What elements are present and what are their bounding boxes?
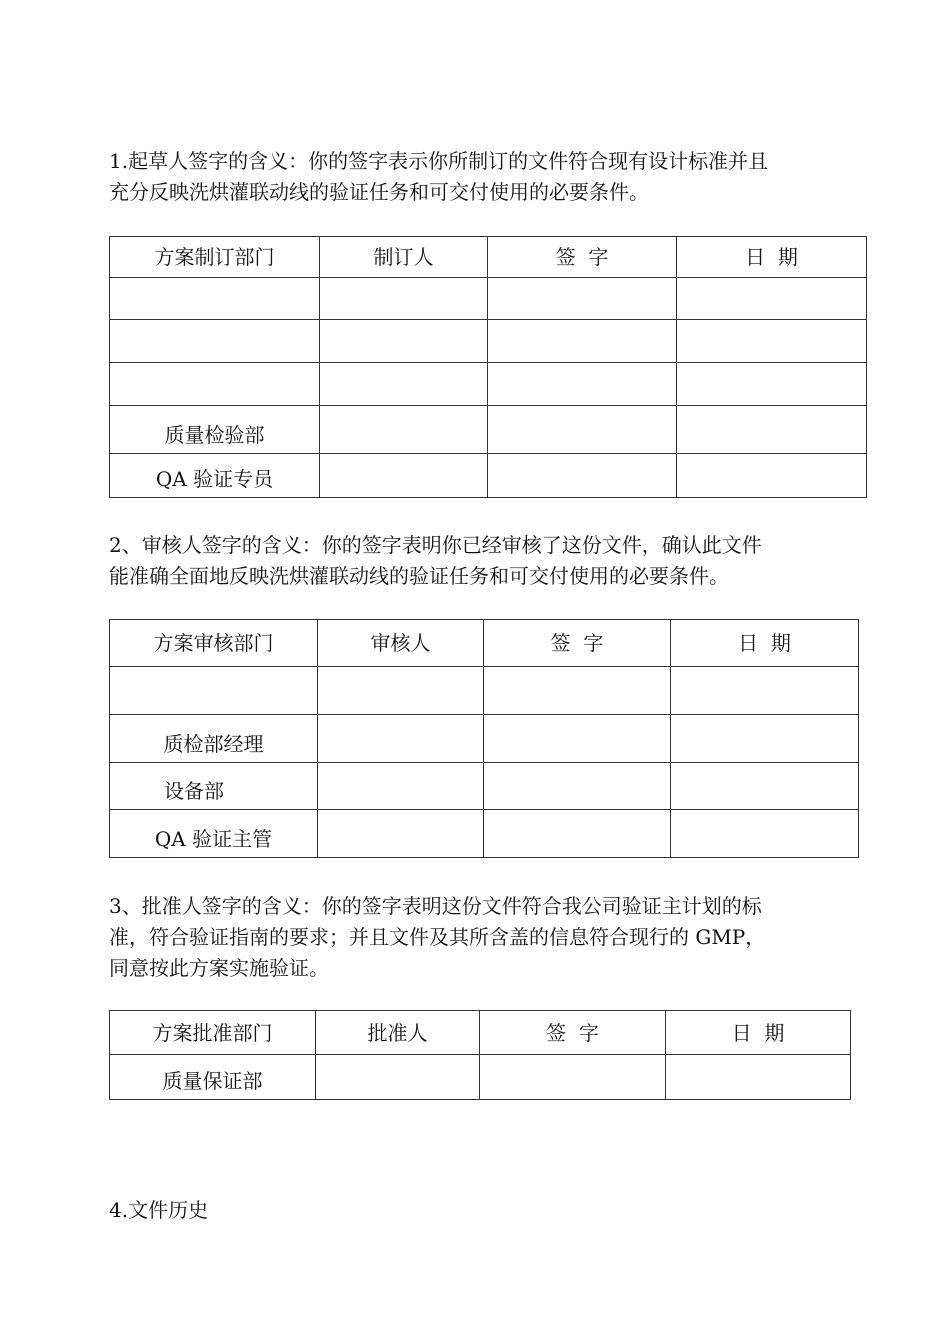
table-header-row — [110, 1011, 851, 1055]
header-date: 日 期 — [666, 1011, 851, 1055]
header-department: 方案批准部门 — [110, 1011, 316, 1055]
signature-cell[interactable] — [484, 810, 671, 858]
department-cell — [110, 1055, 316, 1100]
signature-cell[interactable] — [484, 667, 671, 715]
header-signature: 签 字 — [480, 1011, 666, 1055]
department-cell[interactable] — [110, 278, 320, 320]
signature-cell[interactable] — [488, 406, 677, 454]
date-cell[interactable] — [671, 763, 859, 810]
document-history-heading: 4.文件历史 — [109, 1198, 209, 1222]
person-cell[interactable] — [318, 763, 484, 810]
department-label: QA 验证专员 — [155, 467, 274, 491]
drafter-signature-table — [109, 236, 867, 498]
table-row — [110, 363, 867, 406]
reviewer-signature-meaning — [109, 530, 762, 592]
date-cell[interactable] — [677, 320, 867, 363]
header-person: 批准人 — [316, 1011, 480, 1055]
header-person: 制订人 — [320, 237, 488, 278]
department-label: 质检部经理 — [163, 732, 264, 756]
department-label: QA 验证主管 — [154, 827, 273, 851]
date-cell[interactable] — [671, 715, 859, 763]
person-cell[interactable] — [320, 320, 488, 363]
date-cell[interactable] — [666, 1055, 851, 1100]
person-cell[interactable] — [320, 454, 488, 498]
department-cell[interactable] — [110, 320, 320, 363]
approver-signature-table — [109, 1010, 851, 1100]
paragraph-line: 同意按此方案实施验证。 — [109, 956, 329, 980]
department-cell — [110, 763, 318, 810]
paragraph-line: 3、批准人签字的含义：你的签字表明这份文件符合我公司验证主计划的标 — [109, 894, 762, 918]
header-signature: 签 字 — [488, 237, 677, 278]
paragraph-line: 能准确全面地反映洗烘灌联动线的验证任务和可交付使用的必要条件。 — [109, 564, 729, 588]
header-person: 审核人 — [318, 620, 484, 667]
date-cell[interactable] — [677, 278, 867, 320]
date-cell[interactable] — [671, 667, 859, 715]
department-label: 质量检验部 — [164, 423, 265, 447]
person-cell[interactable] — [318, 810, 484, 858]
date-cell[interactable] — [677, 406, 867, 454]
signature-cell[interactable] — [484, 715, 671, 763]
header-department: 方案审核部门 — [110, 620, 318, 667]
date-cell[interactable] — [677, 363, 867, 406]
table-row — [110, 1055, 851, 1100]
department-cell[interactable] — [110, 363, 320, 406]
paragraph-line: 2、审核人签字的含义：你的签字表明你已经审核了这份文件，确认此文件 — [109, 533, 762, 557]
paragraph-line: 1.起草人签字的含义：你的签字表示你所制订的文件符合现有设计标准并且 — [109, 149, 769, 173]
header-date: 日 期 — [677, 237, 867, 278]
header-signature: 签 字 — [484, 620, 671, 667]
reviewer-signature-table — [109, 619, 859, 858]
table-row — [110, 320, 867, 363]
table-row — [110, 406, 867, 454]
department-cell[interactable] — [110, 667, 318, 715]
date-cell[interactable] — [671, 810, 859, 858]
signature-cell[interactable] — [488, 454, 677, 498]
department-label: 设备部 — [164, 779, 224, 803]
person-cell[interactable] — [320, 406, 488, 454]
signature-cell[interactable] — [488, 363, 677, 406]
signature-cell[interactable] — [484, 763, 671, 810]
table-row — [110, 667, 859, 715]
table-row — [110, 715, 859, 763]
paragraph-line: 充分反映洗烘灌联动线的验证任务和可交付使用的必要条件。 — [109, 180, 649, 204]
table-row — [110, 763, 859, 810]
header-date: 日 期 — [671, 620, 859, 667]
signature-cell[interactable] — [480, 1055, 666, 1100]
person-cell[interactable] — [320, 278, 488, 320]
person-cell[interactable] — [316, 1055, 480, 1100]
table-header-row — [110, 237, 867, 278]
person-cell[interactable] — [318, 667, 484, 715]
department-cell — [110, 715, 318, 763]
table-header-row — [110, 620, 859, 667]
approver-signature-meaning — [109, 891, 765, 984]
header-department: 方案制订部门 — [110, 237, 320, 278]
drafter-signature-meaning — [109, 146, 768, 208]
department-cell — [110, 454, 320, 498]
paragraph-line: 准，符合验证指南的要求；并且文件及其所含盖的信息符合现行的 GMP， — [109, 925, 766, 949]
person-cell[interactable] — [320, 363, 488, 406]
department-cell — [110, 406, 320, 454]
table-row — [110, 810, 859, 858]
table-row — [110, 278, 867, 320]
signature-cell[interactable] — [488, 320, 677, 363]
table-row — [110, 454, 867, 498]
date-cell[interactable] — [677, 454, 867, 498]
department-label: 质量保证部 — [162, 1069, 263, 1093]
department-cell — [110, 810, 318, 858]
signature-cell[interactable] — [488, 278, 677, 320]
person-cell[interactable] — [318, 715, 484, 763]
